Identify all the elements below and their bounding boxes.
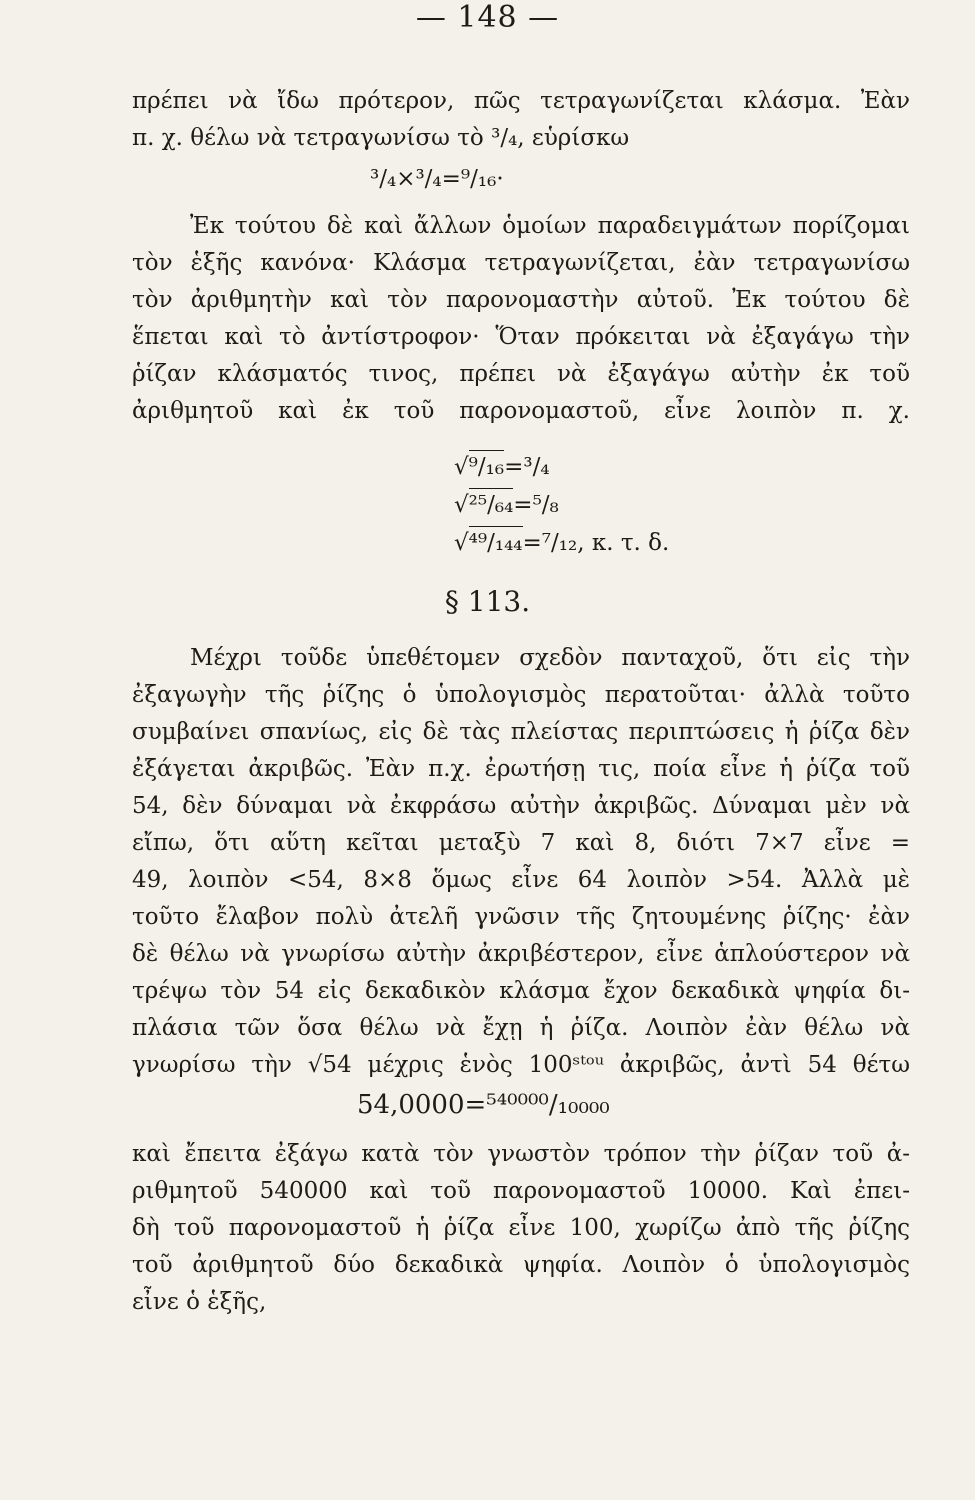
root-equation xyxy=(132,524,910,562)
paragraph-conclusion xyxy=(132,1136,910,1321)
radicand: ²⁵/₆₄ xyxy=(469,486,514,524)
page-number: — 148 — xyxy=(415,0,560,35)
text-line: πλάσια τῶν ὅσα θέλω νὰ ἔχῃ ἡ ῥίζα. Λοιπὸν ἐὰν θέλω νὰ xyxy=(132,1015,910,1041)
radical-sign: √ xyxy=(454,492,469,518)
text-line: ἕπεται καὶ τὸ ἀντίστροφον· Ὅταν πρόκειται νὰ ἐξαγάγω τὴν xyxy=(132,324,910,350)
text-line: δὲ θέλω νὰ γνωρίσω αὐτὴν ἀκριβέστερον, εἶνε ἁπλούστερον νὰ xyxy=(132,941,910,967)
equation-text: 54,0000=⁵⁴⁰⁰⁰⁰/₁₀₀₀₀ xyxy=(357,1090,610,1120)
text-line: γνωρίσω τὴν √54 μέχρις ἑνὸς 100ˢᵗᵒᵘ ἀκριβῶς, ἀντὶ 54 θέτω xyxy=(132,1052,910,1078)
text-line: εἶνε ὁ ἑξῆς, xyxy=(132,1289,267,1315)
paragraph-intro xyxy=(132,83,910,157)
radicand: ⁴⁹/₁₄₄ xyxy=(469,524,523,562)
text-line: ἐξάγεται ἀκριβῶς. Ἐὰν π.χ. ἐρωτήσῃ τις, ποία εἶνε ἡ ῥίζα τοῦ xyxy=(132,756,910,782)
paragraph-section-113 xyxy=(132,640,910,1084)
section-heading: § 113. xyxy=(444,585,531,618)
text-line: 54, δὲν δύναμαι νὰ ἐκφράσω αὐτὴν ἀκριβῶς. Δύναμαι μὲν νὰ xyxy=(132,793,910,819)
root-equations xyxy=(132,448,910,562)
root-result: =⁷/₁₂, xyxy=(522,530,585,556)
root-suffix: κ. τ. δ. xyxy=(584,530,670,556)
text-line: πρέπει νὰ ἴδω πρότερον, πῶς τετραγωνίζεται κλάσμα. Ἐὰν xyxy=(132,88,910,114)
text-line: π. χ. θέλω νὰ τετραγωνίσω τὸ ³/₄, εὑρίσκω xyxy=(132,125,630,151)
text-line: Ἐκ τούτου δὲ καὶ ἄλλων ὁμοίων παραδειγμάτων πορίζομαι xyxy=(190,213,910,239)
text-line: ἀριθμητοῦ καὶ ἐκ τοῦ παρονομαστοῦ, εἶνε λοιπὸν π. χ. xyxy=(132,398,910,424)
root-result: =³/₄ xyxy=(504,454,550,480)
equation-text: ³/₄×³/₄=⁹/₁₆· xyxy=(370,166,504,192)
radical-sign: √ xyxy=(454,454,469,480)
text-line: τοῦτο ἔλαβον πολὺ ἀτελῆ γνῶσιν τῆς ζητουμένης ῥίζης· ἐὰν xyxy=(132,904,910,930)
text-line: τρέψω τὸν 54 εἰς δεκαδικὸν κλάσμα ἔχον δεκαδικὰ ψηφία δι- xyxy=(132,978,910,1004)
radicand: ⁹/₁₆ xyxy=(469,448,504,486)
text-line: ἐξαγωγὴν τῆς ῥίζης ὁ ὑπολογισμὸς περατοῦται· ἀλλὰ τοῦτο xyxy=(132,682,910,708)
text-line: 49, λοιπὸν <54, 8×8 ὅμως εἶνε 64 λοιπὸν >54. Ἀλλὰ μὲ xyxy=(132,867,910,893)
text-line: τὸν ἑξῆς κανόνα· Κλάσμα τετραγωνίζεται, ἐὰν τετραγωνίσω xyxy=(132,250,910,276)
equation-square-fraction xyxy=(132,160,910,198)
text-line: τοῦ ἀριθμητοῦ δύο δεκαδικὰ ψηφία. Λοιπὸν ὁ ὑπολογισμὸς xyxy=(132,1252,910,1278)
text-line: ριθμητοῦ 540000 καὶ τοῦ παρονομαστοῦ 10000. Καὶ ἐπει- xyxy=(132,1178,910,1204)
root-equation xyxy=(132,448,910,486)
text-line: δὴ τοῦ παρονομαστοῦ ἡ ῥίζα εἶνε 100, χωρίζω ἀπὸ τῆς ῥίζης xyxy=(132,1215,910,1241)
text-line: εἴπω, ὅτι αὕτη κεῖται μεταξὺ 7 καὶ 8, διότι 7×7 εἶνε = xyxy=(132,830,910,856)
root-result: =⁵/₈ xyxy=(513,492,559,518)
text-line: τὸν ἀριθμητὴν καὶ τὸν παρονομαστὴν αὐτοῦ. Ἐκ τούτου δὲ xyxy=(132,287,910,313)
text-line: συμβαίνει σπανίως, εἰς δὲ τὰς πλείστας περιπτώσεις ἡ ῥίζα δὲν xyxy=(132,719,910,745)
equation-decimal-fraction xyxy=(132,1086,910,1124)
text-line: Μέχρι τοῦδε ὑπεθέτομεν σχεδὸν πανταχοῦ, ὅτι εἰς τὴν xyxy=(190,645,910,671)
text-line: καὶ ἔπειτα ἐξάγω κατὰ τὸν γνωστὸν τρόπον τὴν ῥίζαν τοῦ ἀ- xyxy=(132,1141,910,1167)
root-equation xyxy=(132,486,910,524)
radical-sign: √ xyxy=(454,530,469,556)
text-line: ῥίζαν κλάσματός τινος, πρέπει νὰ ἐξαγάγω αὐτὴν ἐκ τοῦ xyxy=(132,361,910,387)
paragraph-rule xyxy=(132,208,910,430)
